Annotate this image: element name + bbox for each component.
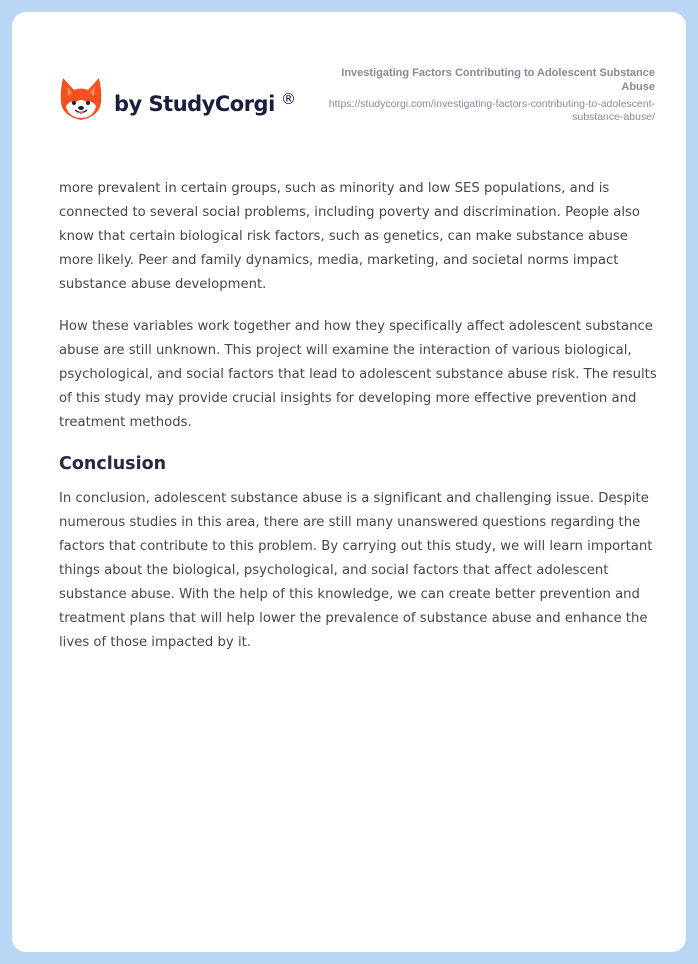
registered-mark: ® (281, 90, 296, 108)
document-title: Investigating Factors Contributing to Adolescent Substance Abuse (341, 67, 655, 93)
document-body (59, 177, 659, 673)
corgi-icon (60, 76, 102, 122)
studycorgi-logo[interactable] (60, 76, 296, 122)
document-meta (315, 66, 655, 124)
paragraph: How these variables work together and how they specifically affect adolescent substance abuse are still unknown. This project will examine the interaction of various biological, psychological, and social factors that lead to adolescent substance abuse risk. The results of this study may provide crucial insights for developing more effective prevention and treatment methods. (59, 319, 657, 430)
section-heading-conclusion: Conclusion (59, 454, 167, 474)
brand-name: by StudyCorgi (114, 92, 275, 116)
paragraph: more prevalent in certain groups, such as minority and low SES populations, and is connected to several social problems, including poverty and discrimination. People also know that certain biological risk factors, such as genetics, can make substance abuse more likely. Peer and family dynamics, media, marketing, and societal norms impact substance abuse development. (59, 181, 641, 292)
page-header (12, 12, 686, 162)
document-page (12, 12, 686, 952)
paragraph: In conclusion, adolescent substance abuse is a significant and challenging issue. Despite numerous studies in this area, there are still many unanswered questions regarding the factors that contribute to this problem. By carrying out this study, we will learn important things about the biological, psychological, and social factors that affect adolescent substance abuse. With the help of this knowledge, we can create better prevention and treatment plans that will help lower the prevalence of substance abuse and enhance the lives of those impacted by it. (59, 491, 653, 650)
document-url[interactable]: https://studycorgi.com/investigating-factors-contributing-to-adolescent-substance-abuse/ (328, 98, 655, 123)
